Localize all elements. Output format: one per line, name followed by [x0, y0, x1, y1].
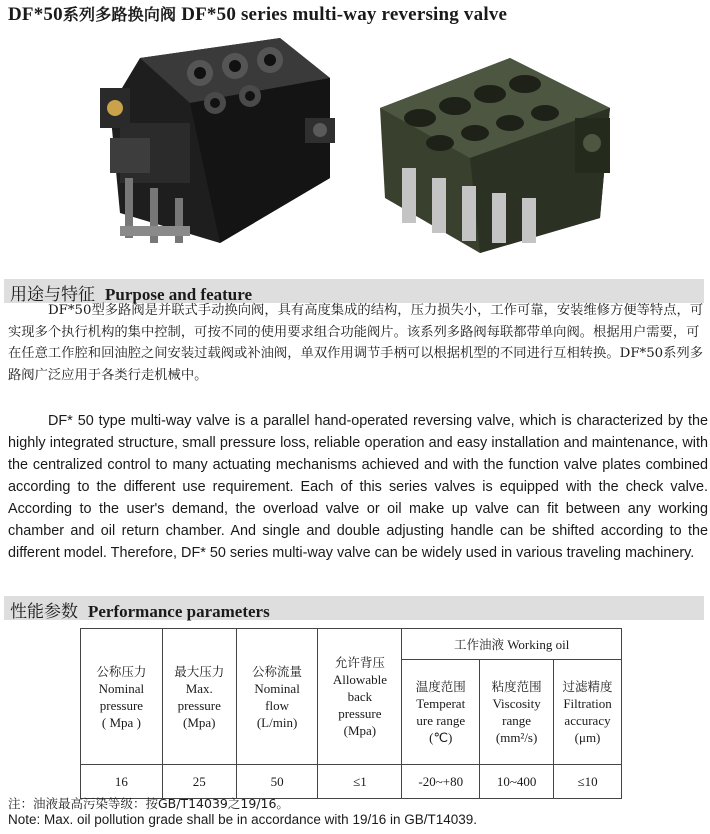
value-filtration: ≤10	[554, 765, 622, 799]
value-nominal-flow: 50	[236, 765, 318, 799]
purpose-heading-zh: 用途与特征	[10, 285, 95, 305]
th-viscosity-range: 粘度范围 Viscosity range (mm²/s)	[480, 660, 554, 765]
value-viscosity-range: 10~400	[480, 765, 554, 799]
page-title	[8, 2, 507, 26]
th-max-pressure: 最大压力 Max. pressure (Mpa)	[162, 629, 236, 765]
black-valve-image	[80, 28, 350, 260]
green-valve-image	[360, 48, 625, 253]
title-prefix: DF*50	[8, 4, 63, 25]
th-filtration: 过滤精度 Filtration accuracy (μm)	[554, 660, 622, 765]
performance-table	[80, 628, 622, 799]
purpose-paragraph-zh: DF*50型多路阀是并联式手动换向阀，具有高度集成的结构，压力损失小，工作可靠，安装维修方便等特点，可实现多个执行机构的集中控制，可按不同的使用要求组合功能阀片。该系列多路阀每联都带单向阀。根据用户需要，可在任意工作腔和回油腔之间安装过载阀或补油阀，单双作用调节手柄可以根据机型的不同进行互相转换。DF*50系列多路阀广泛应用于各类行走机械中。	[8, 303, 704, 383]
th-temp-range: 温度范围 Temperat ure range (℃)	[402, 660, 480, 765]
value-nominal-pressure: 16	[81, 765, 163, 799]
performance-heading-en: Performance parameters	[88, 602, 270, 621]
th-nominal-flow: 公称流量 Nominal flow (L/min)	[236, 629, 318, 765]
th-working-oil: 工作油液 Working oil	[402, 629, 622, 660]
value-max-pressure: 25	[162, 765, 236, 799]
title-en: DF*50 series multi-way reversing valve	[181, 4, 508, 25]
th-nominal-pressure: 公称压力 Nominal pressure ( Mpa )	[81, 629, 163, 765]
note-zh: 注：油液最高污染等级：按GB/T14039之19/16。	[8, 796, 289, 811]
valve-photo-right	[360, 48, 625, 253]
valve-photo-left	[80, 28, 350, 260]
performance-heading	[10, 597, 270, 622]
th-back-pressure: 允许背压 Allowable back pressure (Mpa)	[318, 629, 402, 765]
value-back-pressure: ≤1	[318, 765, 402, 799]
purpose-paragraph-en: DF* 50 type multi-way valve is a parallel hand-operated reversing valve, which is characterized by the highly integrated structure, small pressure loss, reliable operation and easy installation and maintenance, with the centralized control to many actuating mechanisms achieved and with the function valve plates combined according to the different use requirement. Each of this series valves is equipped with the check valve. According to the user's demand, the overload valve or oil make up valve can fit between any working chamber and oil return chamber. And single and double adjusting handle can be shifted according to the different model. Therefore, DF* 50 series multi-way valve can be widely used in various traveling machinery.	[8, 413, 708, 561]
note-en: Note: Max. oil pollution grade shall be in accordance with 19/16 in GB/T14039.	[8, 812, 478, 827]
value-temp-range: -20~+80	[402, 765, 480, 799]
title-zh: 系列多路换向阀	[62, 5, 177, 24]
performance-heading-zh: 性能参数	[10, 602, 78, 622]
purpose-heading-en: Purpose and feature	[105, 285, 253, 304]
